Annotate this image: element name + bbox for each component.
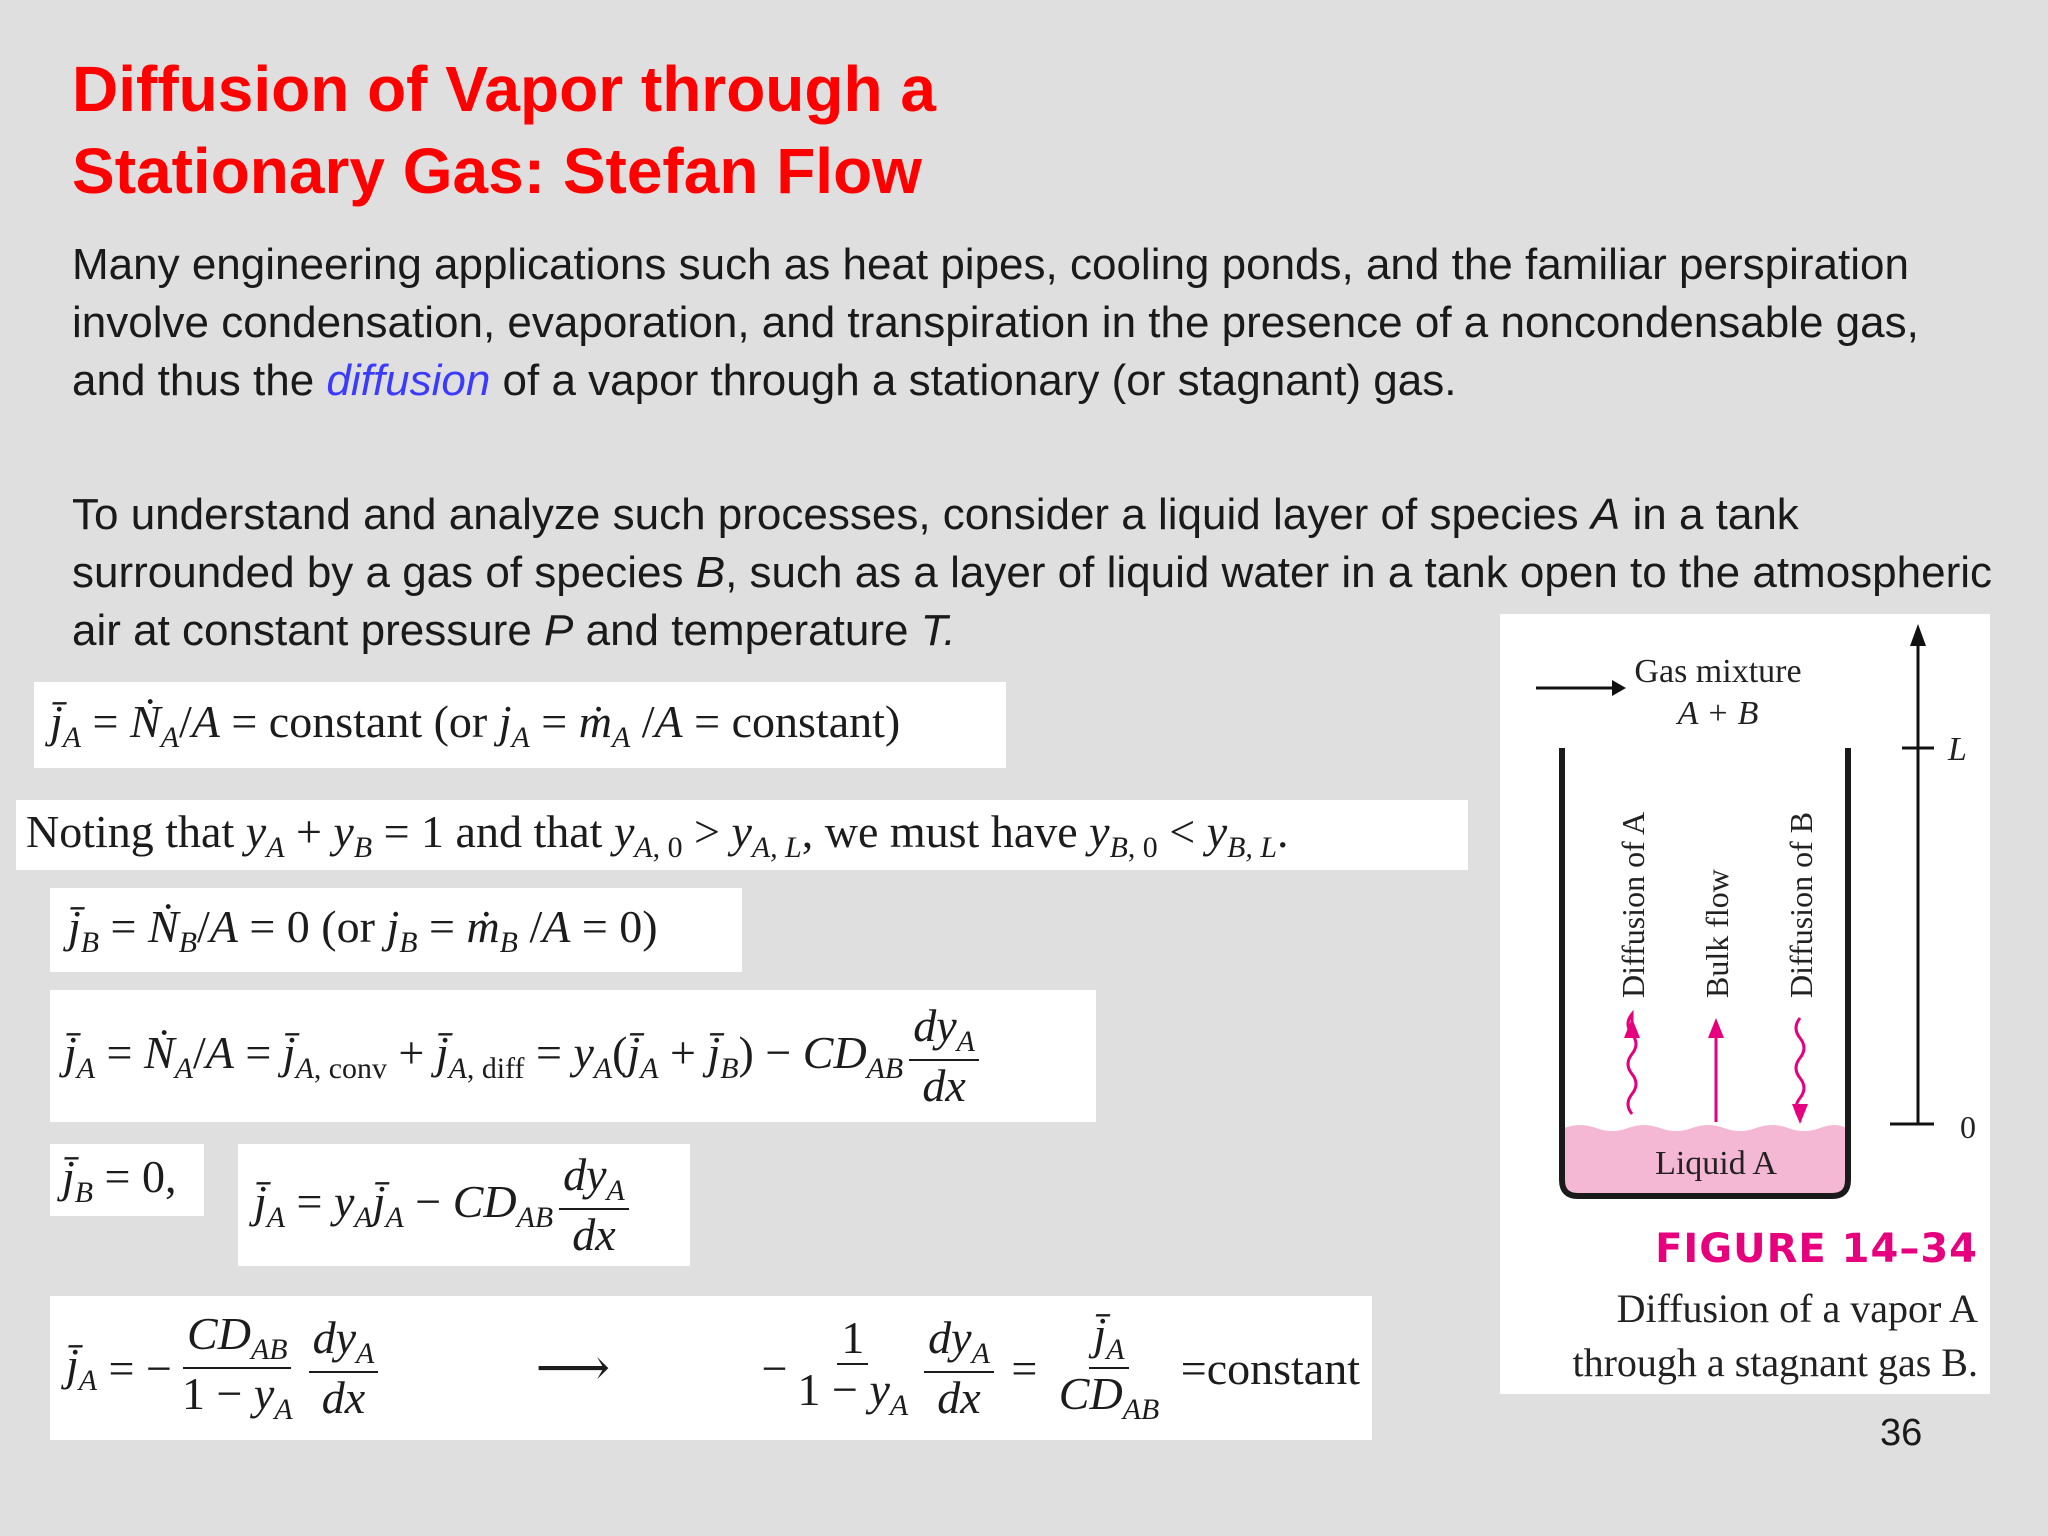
gas-mixture-label: Gas mixture xyxy=(1634,653,1802,690)
eq6-derivative: $\frac{dy_A}{dx}$ xyxy=(559,1150,629,1261)
p1-before: Many engineering applications such as heat pipes, cooling ponds, and the familiar perspiration involve condensation, evaporation, and transpiration in the presence of a noncondensable gas, and thus the xyxy=(72,240,1919,405)
eq7-derivative-1: $\frac{dy_A}{dx}$ xyxy=(309,1313,379,1424)
p2-pressure: P xyxy=(544,606,574,655)
eq7-fraction-3: $\frac{j̄_A}{CD_{AB}}$ xyxy=(1058,1307,1160,1427)
p2-species-b: B xyxy=(695,548,726,597)
eq1-constant-word-2: constant xyxy=(731,695,885,747)
eq3-or-word: or xyxy=(336,900,375,952)
eq7-fraction-1: $\frac{CD_{AB}}{1 - y_A}$ xyxy=(181,1307,293,1427)
p2-text-b: in a tank surrounded by a gas of species xyxy=(72,490,1799,597)
title-line-1: Diffusion of Vapor through a xyxy=(72,53,936,125)
label-0: 0 xyxy=(1960,1109,1976,1145)
equation-ja-simplified: $j̄_A$ = $y_Aj̄_A - CD_{AB}$ $\frac{dy_A}{dx}$ xyxy=(238,1144,690,1266)
slide-title xyxy=(72,48,936,212)
paragraph-intro xyxy=(72,236,1992,410)
figure-panel xyxy=(1500,614,1990,1394)
equation-ja-conv-diff: $j̄_A$ = Ṅ$_A$/A = $j̄_{A, conv}$ + $j̄_{A, diff}$ = $y_A(j̄_A$ + $j̄_B) - CD_{AB}$ $\frac{dy_A}{dx}$ xyxy=(50,990,1096,1122)
p2-text-d: and temperature xyxy=(573,606,921,655)
caption-line-1: Diffusion of a vapor A xyxy=(1616,1286,1978,1331)
height-axis-arrowhead-icon xyxy=(1910,624,1926,646)
equation-ja-constant: $j̄_A$ = Ṅ$_A$/A = constant (or $j_A$ = ṁ$_A$ /A = constant) xyxy=(34,682,1006,768)
diffusion-b-label: Diffusion of B xyxy=(1783,811,1819,998)
tank-diagram xyxy=(1500,614,1990,1394)
figure-number: FIGURE 14–34 xyxy=(1655,1226,1978,1272)
title-line-2: Stationary Gas: Stefan Flow xyxy=(72,135,922,207)
diffusion-a-arrowhead-icon xyxy=(1624,1018,1640,1038)
page-number: 36 xyxy=(1880,1412,1923,1454)
right-arrow-icon: ⟶ xyxy=(535,1340,611,1397)
p2-text-c: , such as a layer of liquid water in a tank open to the atmospheric air at constant pressure xyxy=(72,548,1993,655)
eq2-text-2: and that xyxy=(444,805,614,857)
label-L: L xyxy=(1948,731,1967,768)
p2-species-a: A xyxy=(1590,490,1621,539)
gas-mixture-species: A + B xyxy=(1677,695,1759,732)
p2-temperature: T. xyxy=(920,606,956,655)
bulk-flow-label: Bulk flow xyxy=(1699,869,1735,998)
eq1-or-word: or xyxy=(448,695,488,747)
diffusion-a-label: Diffusion of A xyxy=(1615,811,1651,998)
figure-caption xyxy=(1508,1282,1978,1390)
diffusion-highlight: diffusion xyxy=(326,356,491,405)
eq7-constant-word: constant xyxy=(1206,1342,1360,1394)
equation-jb-equals-zero: $j̄_B = 0$, xyxy=(50,1144,204,1216)
eq2-text-3: , we must have xyxy=(801,805,1090,857)
bulk-flow-arrowhead-icon xyxy=(1708,1018,1724,1038)
gas-inflow-arrowhead-icon xyxy=(1612,680,1626,696)
diffusion-b-arrow xyxy=(1796,1018,1804,1118)
liquid-a-label: Liquid A xyxy=(1655,1145,1777,1182)
equation-jb-zero: $j̄_B$ = Ṅ$_B$/A = 0 (or $j_B$ = ṁ$_B$ /A = 0) xyxy=(50,888,742,972)
caption-line-2: through a stagnant gas B. xyxy=(1572,1340,1978,1385)
diffusion-b-arrowhead-icon xyxy=(1792,1104,1808,1124)
eq1-constant-word: constant xyxy=(268,695,423,747)
eq4-derivative: $\frac{dy_A}{dx}$ xyxy=(909,1001,979,1112)
eq7-derivative-2: $\frac{dy_A}{dx}$ xyxy=(924,1313,994,1424)
eq7-fraction-2: $\frac{1}{1 - y_A}$ xyxy=(797,1311,909,1423)
equation-ja-final: $j̄_A$ = − $\frac{CD_{AB}}{1 - y_A}$ $\frac{dy_A}{dx}$ ⟶ − $\frac{1}{1 - y_A}$ $\frac{dy_A}{dx}$ = $\frac{j̄_A}{CD_{AB}}$ = constant xyxy=(50,1296,1372,1440)
p1-after: of a vapor through a stationary (or stagnant) gas. xyxy=(490,356,1457,405)
eq2-text-1: Noting that xyxy=(26,805,246,857)
equation-noting-statement: Noting that $y_A + y_B = 1$ and that $y_{A, 0} > y_{A, L}$, we must have $y_{B, 0} < y_{B, L}$. xyxy=(16,800,1468,870)
p2-text-a: To understand and analyze such processes, consider a liquid layer of species xyxy=(72,490,1591,539)
